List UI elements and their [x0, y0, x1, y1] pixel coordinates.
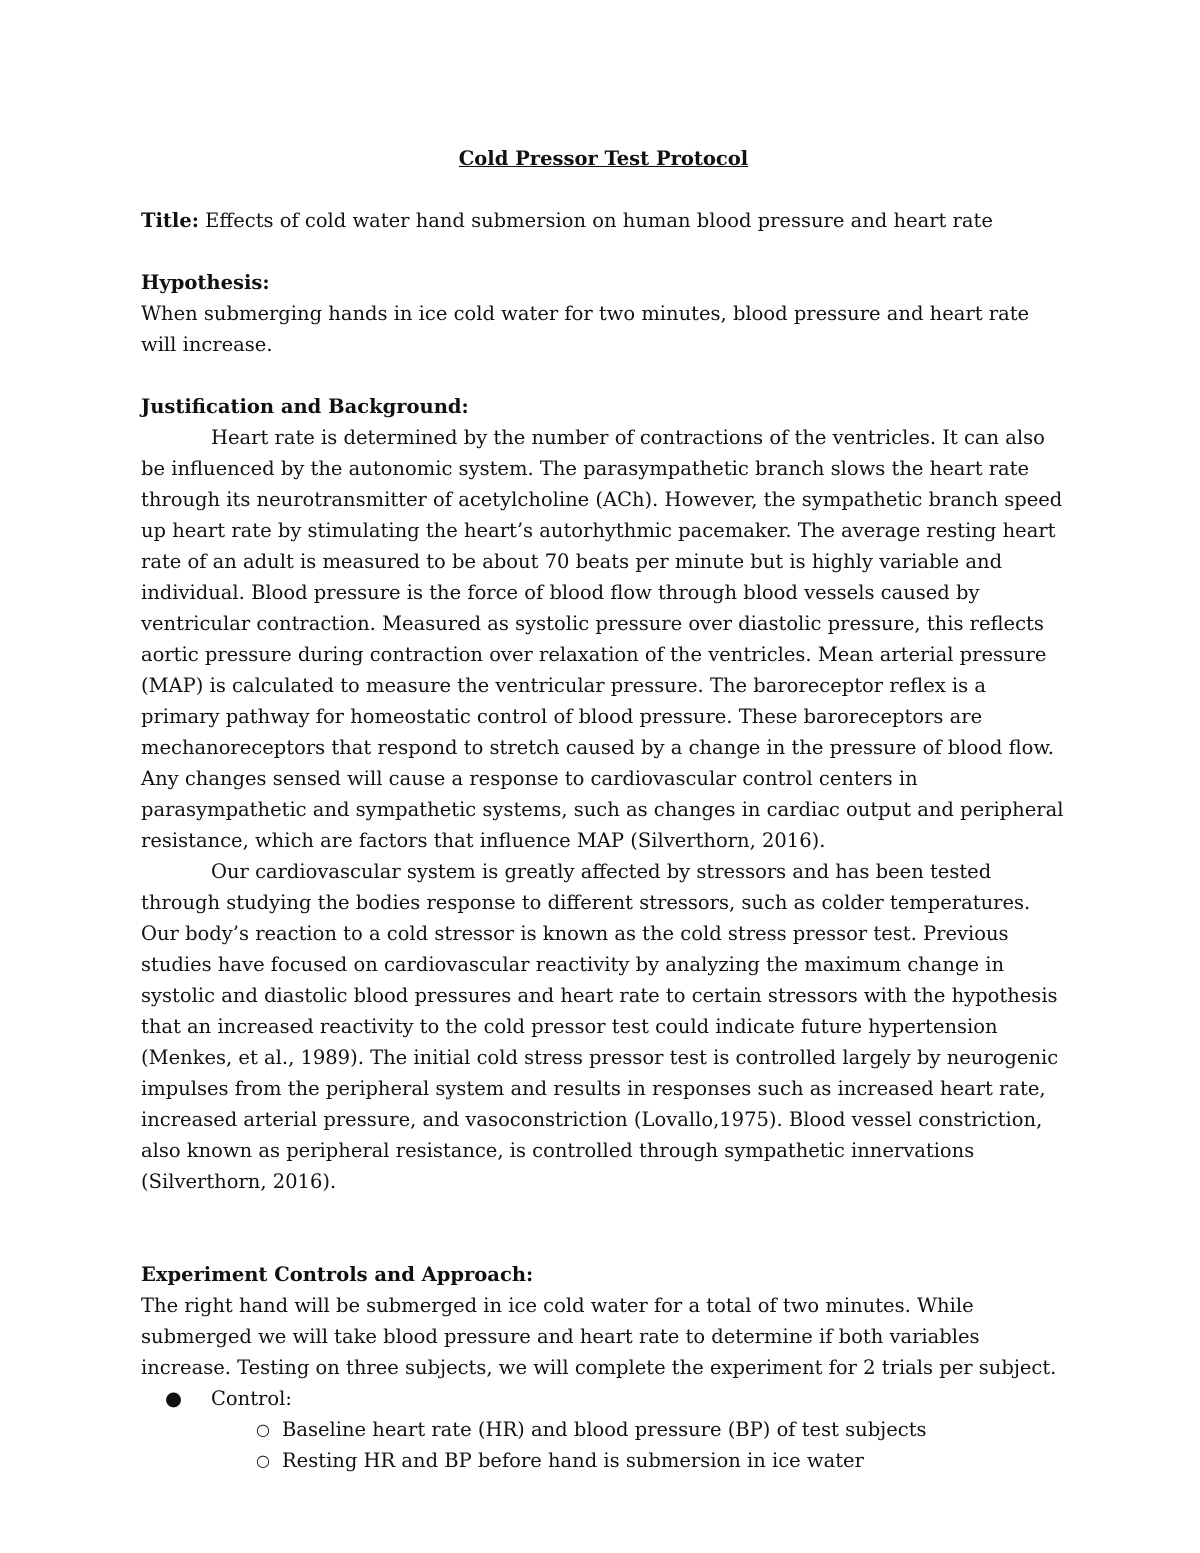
- document-title: Cold Pressor Test Protocol: [458, 147, 749, 170]
- sublist-item-text: Resting HR and BP before hand is submersion in ice water: [282, 1449, 864, 1472]
- approach-list: [141, 1383, 1066, 1476]
- background-heading: Justification and Background:: [141, 395, 469, 418]
- approach-text: The right hand will be submerged in ice cold water for a total of two minutes. While submerged we will take blood pressure and heart rate to determine if both variables increase. Testing on three subjects, we will complete the experiment for 2 trials per subject.: [141, 1294, 1057, 1379]
- hollow-bullet-icon: ○: [256, 1451, 270, 1470]
- spacer: [141, 236, 1066, 267]
- list-item-control: [165, 1383, 1066, 1476]
- control-sublist: [211, 1414, 1066, 1476]
- hypothesis-text: When submerging hands in ice cold water for two minutes, blood pressure and heart rate will increase.: [141, 302, 1030, 356]
- background-paragraph-2: Our cardiovascular system is greatly affected by stressors and has been tested through studying the bodies response to different stressors, such as colder temperatures. Our body’s reaction to a cold stressor is known as the cold stress pressor test. Previous studies have focused on cardiovascular reactivity by analyzing the maximum change in systolic and diastolic blood pressures and heart rate to certain stressors with the hypothesis that an increased reactivity to the cold pressor test could indicate future hypertension (Menkes, et al., 1989). The initial cold stress pressor test is controlled largely by neurogenic impulses from the peripheral system and results in responses such as increased heart rate, increased arterial pressure, and vasoconstriction (Lovallo,1975). Blood vessel constriction, also known as peripheral resistance, is controlled through sympathetic innervations (Silverthorn, 2016).: [141, 860, 1059, 1193]
- bullet-icon: ●: [165, 1387, 183, 1410]
- sublist-item: [256, 1414, 1066, 1445]
- spacer: [141, 360, 1066, 391]
- list-item-label: Control:: [211, 1387, 292, 1410]
- sublist-item: [256, 1445, 1066, 1476]
- sublist-item-text: Baseline heart rate (HR) and blood pressure (BP) of test subjects: [282, 1418, 927, 1441]
- title-line: [141, 205, 1066, 236]
- document-page: [141, 143, 1066, 1476]
- title-label: Title:: [141, 209, 199, 232]
- hollow-bullet-icon: ○: [256, 1420, 270, 1439]
- approach-heading: Experiment Controls and Approach:: [141, 1263, 534, 1286]
- title-value: Effects of cold water hand submersion on human blood pressure and heart rate: [198, 209, 993, 232]
- hypothesis-heading: Hypothesis:: [141, 271, 270, 294]
- spacer: [141, 1197, 1066, 1259]
- background-paragraph-1: Heart rate is determined by the number of contractions of the ventricles. It can also be influenced by the autonomic system. The parasympathetic branch slows the heart rate through its neurotransmitter of acetylcholine (ACh). However, the sympathetic branch speed up heart rate by stimulating the heart’s autorhythmic pacemaker. The average resting heart rate of an adult is measured to be about 70 beats per minute but is highly variable and individual. Blood pressure is the force of blood flow through blood vessels caused by ventricular contraction. Measured as systolic pressure over diastolic pressure, this reflects aortic pressure during contraction over relaxation of the ventricles. Mean arterial pressure (MAP) is calculated to measure the ventricular pressure. The baroreceptor reflex is a primary pathway for homeostatic control of blood pressure. These baroreceptors are mechanoreceptors that respond to stretch caused by a change in the pressure of blood flow. Any changes sensed will cause a response to cardiovascular control centers in parasympathetic and sympathetic systems, such as changes in cardiac output and peripheral resistance, which are factors that influence MAP (Silverthorn, 2016).: [141, 426, 1064, 852]
